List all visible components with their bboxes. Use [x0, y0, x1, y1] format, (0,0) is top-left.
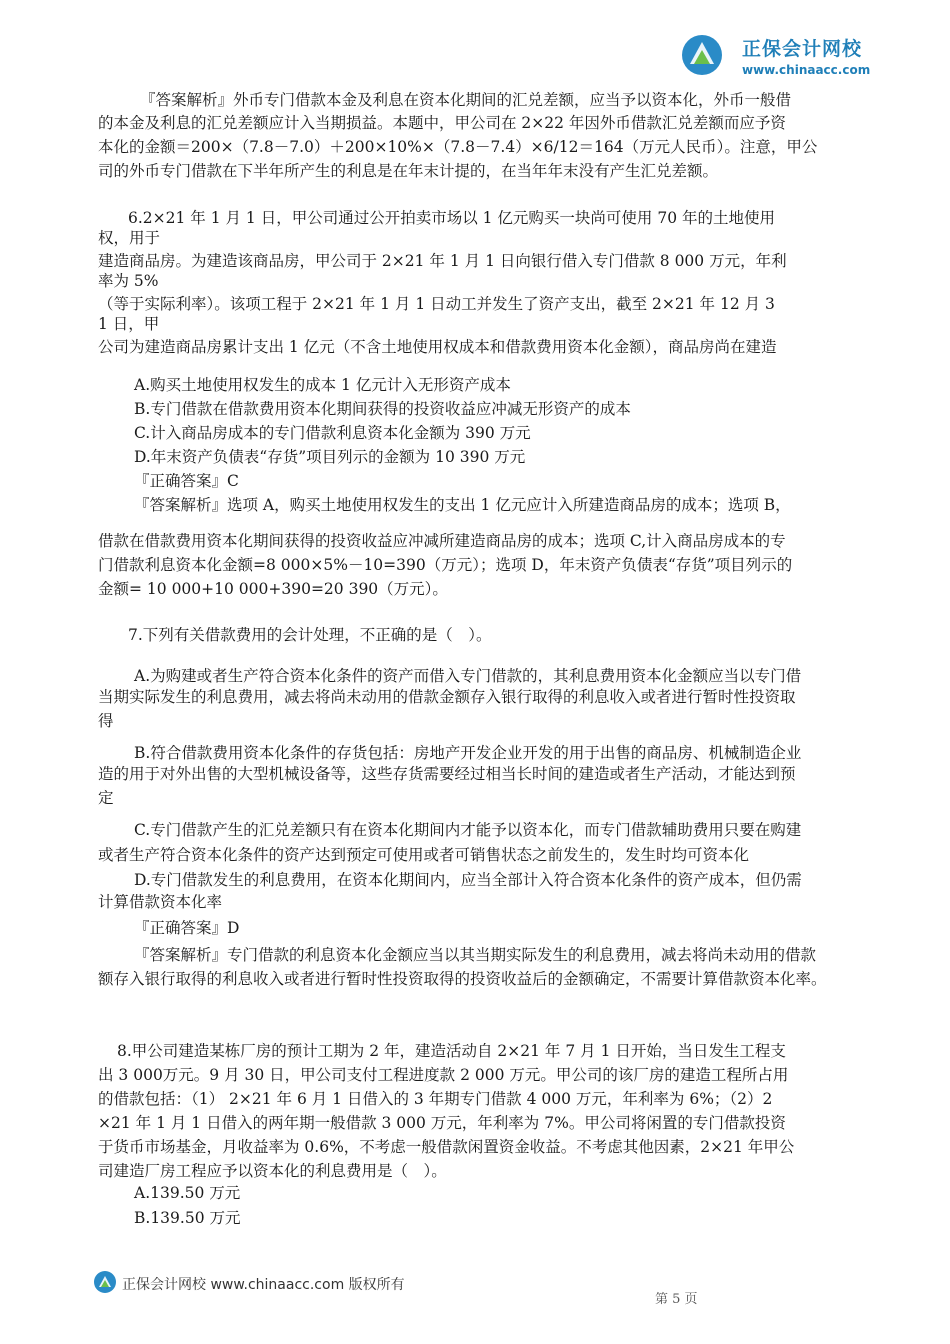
answer-analysis: 『答案解析』选项 A，购买土地使用权发生的支出 1 亿元应计入所建造商品房的成本；选项 B， — [134, 496, 791, 514]
question-6-stem: 6.2×21 年 1 月 1 日，甲公司通过公开拍卖市场以 1 亿元购买一块尚可使用 70 年的土地使用 — [128, 209, 776, 227]
page-number: 第 5 页 — [655, 1292, 698, 1307]
partial-answer: 『正确答案』D — [134, 919, 240, 937]
text-line: 额存入银行取得的利息收入或者进行暂时性投资取得的投资收益后的金额确定，不需要计算借款资本化率。 — [98, 970, 827, 988]
partial-option-b: B.139.50 万元 — [134, 1209, 241, 1227]
text-line: 当期实际发生的利息费用，减去将尚未动用的借款金额存入银行取得的利息收入或者进行暂时性投资取 — [98, 688, 796, 706]
text-line: 本化的金额＝200×（7.8－7.0）＋200×10%×（7.8－7.4）×6/12＝164（万元人民币）。注意，甲公 — [98, 138, 818, 156]
text-line: （等于实际利率）。该项工程于 2×21 年 1 月 1 日动工并发生了资产支出，截至 2×21 年 12 月 3 — [98, 295, 775, 313]
option-d: D.年末资产负债表“存货”项目列示的金额为 10 390 万元 — [134, 448, 526, 466]
option-a: A.购买土地使用权发生的成本 1 亿元计入无形资产成本 — [134, 376, 511, 394]
partial-analysis: 『答案解析』专门借款的利息资本化金额应当以其当期实际发生的利息费用，减去将尚未动用的借款 — [134, 946, 817, 964]
option-b: B.专门借款在借款费用资本化期间获得的投资收益应冲减无形资产的成本 — [134, 400, 631, 418]
text-line: 率为 5% — [98, 272, 159, 290]
footer-logo-icon — [93, 1270, 117, 1294]
partial-line: 得 — [98, 712, 114, 730]
text-line: 于货币市场基金，月收益率为 0.6%，不考虑一般借款闲置资金收益。不考虑其他因素，2×21 年甲公 — [98, 1138, 795, 1156]
logo-url: www.chinaacc.com — [742, 63, 871, 77]
logo-title: 正保会计网校 — [742, 38, 863, 60]
text-line: 计算借款资本化率 — [98, 893, 223, 911]
text-line: 的本金及利息的汇兑差额应计入当期损益。本题中，甲公司在 2×22 年因外币借款汇兑差额而应予资 — [98, 114, 786, 132]
text-line: 的借款包括：（1） 2×21 年 6 月 1 日借入的 3 年期专门借款 4 000 万元，年利率为 6%；（2）2 — [98, 1090, 773, 1108]
text-line: 1 日，甲 — [98, 315, 160, 333]
text-line: 金额= 10 000+10 000+390=20 390（万元）。 — [98, 580, 448, 598]
text-line: 门借款利息资本化金额=8 000×5%－10=390（万元）；选项 D，年末资产负债表“存货”项目列示的 — [98, 556, 793, 574]
partial-option-a: A.为购建或者生产符合资本化条件的资产而借入专门借款的，其利息费用资本化金额应当以专门借 — [134, 667, 802, 685]
text-line: ×21 年 1 月 1 日借入的两年期一般借款 3 000 万元，年利率为 7%。甲公司将闲置的专门借款投资 — [98, 1114, 786, 1132]
option-c: C.计入商品房成本的专门借款利息资本化金额为 390 万元 — [134, 424, 531, 442]
text-line: 权，用于 — [98, 229, 161, 247]
text-line: 借款在借款费用资本化期间获得的投资收益应冲减所建造商品房的成本；选项 C,计入商品房成本的专 — [98, 532, 786, 550]
partial-line: 或者生产符合资本化条件的资产达到预定可使用或者可销售状态之前发生的，发生时均可资本化 — [98, 846, 750, 864]
text-line: 造的用于对外出售的大型机械设备等，这些存货需要经过相当长时间的建造或者生产活动，才能达到预 — [98, 765, 796, 783]
correct-answer: 『正确答案』C — [134, 472, 239, 490]
footer-text: 正保会计网校 www.chinaacc.com 版权所有 — [122, 1277, 405, 1293]
option-a: A.139.50 万元 — [134, 1184, 241, 1202]
question-8-stem: 8.甲公司建造某栋厂房的预计工期为 2 年，建造活动自 2×21 年 7 月 1 日开始，当日发生工程支 — [117, 1042, 786, 1060]
partial-option-d: D.专门借款发生的利息费用，在资本化期间内，应当全部计入符合资本化条件的资产成本，但仍需 — [134, 871, 802, 889]
text-line: 司的外币专门借款在下半年所产生的利息是在年末计提的，在当年年末没有产生汇兑差额。 — [98, 162, 719, 180]
partial-option-b: B.符合借款费用资本化条件的存货包括：房地产开发企业开发的用于出售的商品房、机械制造企业 — [134, 744, 802, 762]
question-7-stem: 7.下列有关借款费用的会计处理，不正确的是（ ）。 — [128, 626, 492, 644]
text-line: 建造商品房。为建造该商品房，甲公司于 2×21 年 1 月 1 日向银行借入专门借款 8 000 万元，年利 — [98, 252, 787, 270]
partial-option-c: C.专门借款产生的汇兑差额只有在资本化期间内才能予以资本化，而专门借款辅助费用只要在购建 — [134, 821, 802, 839]
text-line: 公司为建造商品房累计支出 1 亿元（不含土地使用权成本和借款费用资本化金额），商品房尚在建造 — [98, 338, 777, 356]
logo-text — [742, 34, 870, 77]
partial-top-line: 『答案解析』外币专门借款本金及利息在资本化期间的汇兑差额，应当予以资本化，外币一般借 — [140, 91, 792, 109]
text-line: 司建造厂房工程应予以资本化的利息费用是（ ）。 — [98, 1162, 447, 1180]
partial-line: 定 — [98, 789, 114, 807]
text-line: 出 3 000万元。9 月 30 日，甲公司支付工程进度款 2 000 万元。甲公司的该厂房的建造工程所占用 — [98, 1066, 789, 1084]
